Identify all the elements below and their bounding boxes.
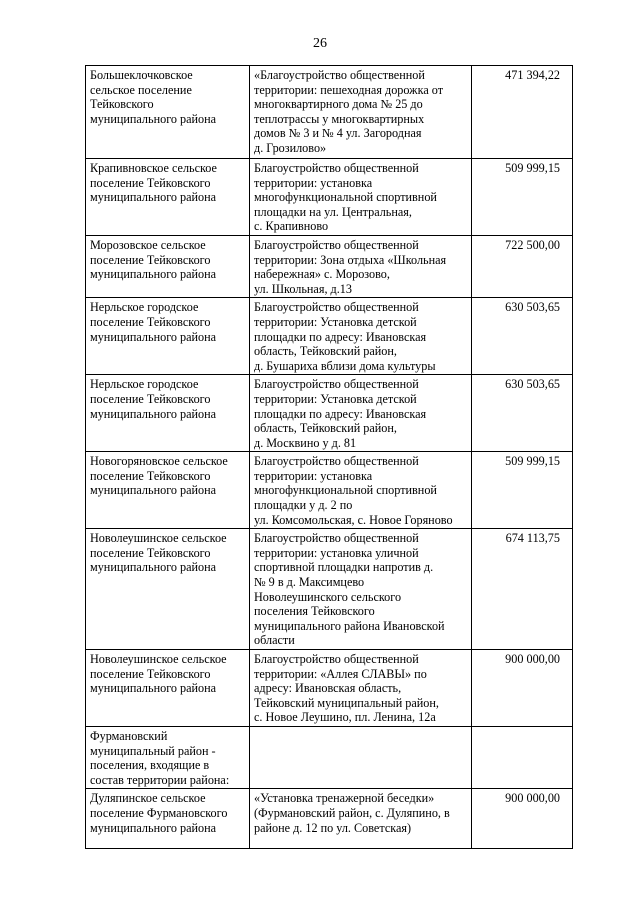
project-line: с. Крапивново	[254, 219, 329, 234]
project-line: территории: установка уличной	[254, 545, 419, 560]
project-line: области	[254, 633, 295, 648]
subsidy-table	[85, 65, 573, 849]
amount-cell: 900 000,00	[472, 789, 573, 849]
settlement-cell	[86, 235, 250, 297]
settlement-line: поселение Тейковского	[90, 468, 211, 483]
project-cell	[250, 375, 472, 452]
settlement-line: муниципального района	[90, 820, 217, 835]
amount-cell: 630 503,65	[472, 298, 573, 375]
project-line: территории: пешеходная дорожка от	[254, 82, 444, 97]
table-row	[86, 375, 573, 452]
settlement-line: Морозовское сельское	[90, 237, 206, 252]
settlement-line: муниципального района	[90, 111, 217, 126]
project-line: адресу: Ивановская область,	[254, 681, 402, 696]
project-line: многофункциональной спортивной	[254, 483, 437, 498]
settlement-line: Новолеушинское сельское	[90, 652, 227, 666]
project-line: Тейковский муниципальный район,	[254, 695, 439, 710]
settlement-line: муниципального района	[90, 267, 217, 282]
project-line: «Установка тренажерной беседки»	[254, 791, 435, 806]
project-line: площадки у д. 2 по	[254, 498, 353, 513]
table-row	[86, 159, 573, 236]
settlement-line: Большеклочковское	[90, 68, 193, 82]
settlement-line: поселение Фурмановского	[90, 805, 228, 820]
settlement-line: муниципальный район -	[90, 743, 216, 758]
project-line: домов № 3 и № 4 ул. Загородная	[254, 126, 422, 141]
project-line: ул. Комсомольская, с. Новое Горяново	[254, 512, 453, 527]
project-cell	[250, 66, 472, 159]
amount-cell: 630 503,65	[472, 375, 573, 452]
settlement-line: муниципального района	[90, 406, 217, 421]
project-cell	[250, 452, 472, 529]
project-line: теплотрассы у многоквартирных	[254, 111, 425, 126]
amount-cell: 471 394,22	[472, 66, 573, 159]
settlement-line: сельское поселение	[90, 82, 192, 97]
project-line: Благоустройство общественной	[254, 300, 419, 315]
settlement-line: Тейковского	[90, 97, 154, 112]
project-cell	[250, 726, 472, 788]
settlement-cell	[86, 529, 250, 650]
settlement-line: поселение Тейковского	[90, 391, 211, 406]
project-line: д. Грозилово»	[254, 140, 327, 155]
table-row	[86, 298, 573, 375]
project-cell	[250, 235, 472, 297]
settlement-cell	[86, 159, 250, 236]
table-body	[86, 66, 573, 849]
project-line: Благоустройство общественной	[254, 454, 419, 469]
settlement-cell	[86, 726, 250, 788]
project-line: территории: установка	[254, 468, 373, 483]
amount-cell: 509 999,15	[472, 452, 573, 529]
settlement-cell	[86, 789, 250, 849]
settlement-line: Дуляпинское сельское	[90, 791, 206, 806]
project-line: спортивной площадки напротив д.	[254, 560, 434, 575]
project-line: Благоустройство общественной	[254, 531, 419, 546]
settlement-line: муниципального района	[90, 329, 217, 344]
project-cell	[250, 789, 472, 849]
project-cell	[250, 650, 472, 727]
project-line: «Благоустройство общественной	[254, 68, 425, 82]
amount-cell: 509 999,15	[472, 159, 573, 236]
project-line: № 9 в д. Максимцево	[254, 575, 365, 590]
project-line: Благоустройство общественной	[254, 652, 419, 666]
settlement-cell	[86, 66, 250, 159]
settlement-cell	[86, 650, 250, 727]
amount-cell	[472, 726, 573, 788]
table-row	[86, 789, 573, 849]
project-line: территории: «Аллея СЛАВЫ» по	[254, 666, 427, 681]
settlement-line: Новогоряновское сельское	[90, 454, 228, 469]
table-row	[86, 66, 573, 159]
table-row	[86, 235, 573, 297]
table-row	[86, 726, 573, 788]
amount-cell: 674 113,75	[472, 529, 573, 650]
project-line: Благоустройство общественной	[254, 161, 419, 175]
project-cell	[250, 159, 472, 236]
settlement-line: поселения, входящие в	[90, 758, 210, 773]
settlement-cell	[86, 452, 250, 529]
project-line: ул. Школьная, д.13	[254, 281, 352, 296]
table-row	[86, 650, 573, 727]
settlement-line: поселение Тейковского	[90, 252, 211, 267]
page-number: 26	[313, 36, 327, 51]
project-line: площадки на ул. Центральная,	[254, 204, 412, 219]
project-line: Благоустройство общественной	[254, 377, 419, 392]
project-line: территории: Установка детской	[254, 314, 417, 329]
settlement-line: муниципального района	[90, 190, 217, 205]
project-line: Благоустройство общественной	[254, 237, 419, 252]
project-line: площадки по адресу: Ивановская	[254, 329, 427, 344]
project-line: Новолеушинского сельского	[254, 589, 402, 604]
settlement-line: Нерльское городское	[90, 300, 199, 315]
project-line: территории: Установка детской	[254, 391, 417, 406]
project-line: многофункциональной спортивной	[254, 190, 437, 205]
settlement-line: Новолеушинское сельское	[90, 531, 227, 546]
settlement-cell	[86, 375, 250, 452]
project-line: с. Новое Леушино, пл. Ленина, 12а	[254, 710, 436, 725]
settlement-line: муниципального района	[90, 483, 217, 498]
project-line: набережная» с. Морозово,	[254, 267, 390, 282]
amount-cell: 900 000,00	[472, 650, 573, 727]
project-line: область, Тейковский район,	[254, 344, 397, 359]
project-cell	[250, 529, 472, 650]
settlement-line: поселение Тейковского	[90, 666, 211, 681]
project-line: область, Тейковский район,	[254, 421, 397, 436]
project-line: территории: Зона отдыха «Школьная	[254, 252, 447, 267]
settlement-line: Фурмановский	[90, 728, 168, 743]
project-line: д. Москвино у д. 81	[254, 435, 357, 450]
project-line: площадки по адресу: Ивановская	[254, 406, 427, 421]
project-cell	[250, 298, 472, 375]
project-line: д. Бушариха вблизи дома культуры	[254, 358, 436, 373]
project-line: многоквартирного дома № 25 до	[254, 97, 423, 112]
settlement-line: поселение Тейковского	[90, 175, 211, 190]
project-line: муниципального района Ивановской	[254, 618, 445, 633]
settlement-line: Нерльское городское	[90, 377, 199, 392]
project-line: (Фурмановский район, с. Дуляпино, в	[254, 805, 450, 820]
project-line: территории: установка	[254, 175, 373, 190]
settlement-line: поселение Тейковского	[90, 545, 211, 560]
table-row	[86, 452, 573, 529]
settlement-line: Крапивновское сельское	[90, 161, 217, 175]
settlement-line: муниципального района	[90, 681, 217, 696]
project-line: районе д. 12 по ул. Советская)	[254, 820, 412, 835]
project-line: поселения Тейковского	[254, 604, 375, 619]
table-row	[86, 529, 573, 650]
settlement-cell	[86, 298, 250, 375]
settlement-line: муниципального района	[90, 560, 217, 575]
settlement-line: состав территории района:	[90, 772, 230, 787]
settlement-line: поселение Тейковского	[90, 314, 211, 329]
amount-cell: 722 500,00	[472, 235, 573, 297]
